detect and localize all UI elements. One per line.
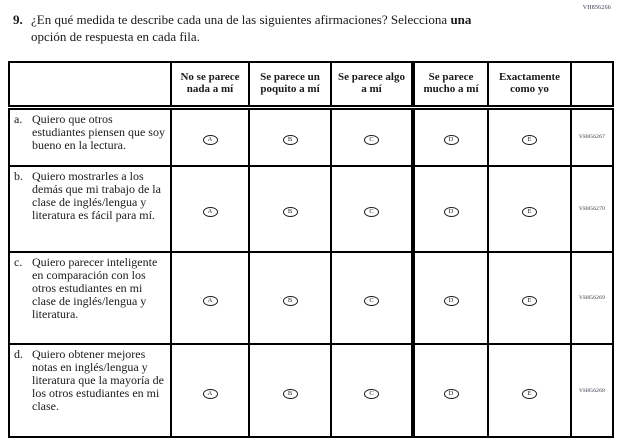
answer-bubble-a[interactable]: A <box>203 389 218 399</box>
option-cell <box>413 344 488 437</box>
option-cell <box>488 107 571 166</box>
answer-bubble-e[interactable]: E <box>522 296 537 306</box>
option-cell <box>331 252 413 344</box>
option-cell <box>249 252 331 344</box>
column-header-nada: No se parece nada a mí <box>171 62 249 107</box>
column-header-mucho: Se parece mucho a mí <box>413 62 488 107</box>
statement-cell <box>9 166 171 252</box>
statement-cell <box>9 252 171 344</box>
answer-bubble-b[interactable]: B <box>283 296 298 306</box>
item-code: VH856270 <box>571 166 613 252</box>
statement-text: Quiero parecer inteligente en comparación con los otros estudiantes en mi clase de inglés/lengua y literatura. <box>32 255 158 321</box>
statement-text: Quiero mostrarles a los demás que mi trabajo de la clase de inglés/lengua y literatura es fácil para mí. <box>32 169 161 222</box>
table-row <box>9 344 613 437</box>
question-block <box>13 11 576 45</box>
question-text-bold: una <box>450 12 472 27</box>
option-cell <box>488 344 571 437</box>
answer-bubble-b[interactable]: B <box>283 389 298 399</box>
item-code: VH856268 <box>571 344 613 437</box>
question-text-line2: opción de respuesta en cada fila. <box>31 29 200 44</box>
option-cell <box>171 107 249 166</box>
row-label: b. <box>14 169 23 183</box>
answer-bubble-c[interactable]: C <box>364 207 379 217</box>
form-accession-number: VH856266 <box>582 5 611 11</box>
answer-bubble-d[interactable]: D <box>444 389 459 399</box>
answer-bubble-d[interactable]: D <box>444 135 459 145</box>
header-empty-stub <box>9 62 171 107</box>
question-text-line1: ¿En qué medida te describe cada una de las siguientes afirmaciones? Selecciona <box>31 12 448 27</box>
question-text <box>31 11 576 45</box>
statement-cell <box>9 107 171 166</box>
option-cell <box>413 252 488 344</box>
option-cell <box>249 166 331 252</box>
statement-cell <box>9 344 171 437</box>
row-label: c. <box>14 255 23 269</box>
option-cell <box>488 252 571 344</box>
answer-bubble-d[interactable]: D <box>444 296 459 306</box>
statement-text: Quiero obtener mejores notas en inglés/lengua y literatura que la mayoría de los otros estudiantes en mi clase. <box>32 347 164 413</box>
answer-bubble-b[interactable]: B <box>283 135 298 145</box>
table-row <box>9 107 613 166</box>
option-cell <box>413 107 488 166</box>
item-code: VH856269 <box>571 252 613 344</box>
option-cell <box>249 107 331 166</box>
answer-bubble-d[interactable]: D <box>444 207 459 217</box>
option-cell <box>249 344 331 437</box>
row-label: a. <box>14 111 23 126</box>
question-number: 9. <box>13 12 23 27</box>
header-row <box>9 62 613 107</box>
answer-bubble-e[interactable]: E <box>522 135 537 145</box>
statement-text: Quiero que otros estudiantes piensen que soy bueno en la lectura. <box>32 111 165 152</box>
option-cell <box>171 344 249 437</box>
answer-bubble-c[interactable]: C <box>364 135 379 145</box>
option-cell <box>331 107 413 166</box>
option-cell <box>171 252 249 344</box>
item-code: VH856267 <box>571 107 613 166</box>
answer-bubble-a[interactable]: A <box>203 135 218 145</box>
answer-bubble-a[interactable]: A <box>203 296 218 306</box>
option-cell <box>331 344 413 437</box>
column-header-poquito: Se parece un poquito a mí <box>249 62 331 107</box>
answer-bubble-c[interactable]: C <box>364 296 379 306</box>
header-empty-code <box>571 62 613 107</box>
table-row <box>9 252 613 344</box>
option-cell <box>171 166 249 252</box>
answer-bubble-e[interactable]: E <box>522 207 537 217</box>
answer-bubble-a[interactable]: A <box>203 207 218 217</box>
column-header-algo: Se parece algo a mí <box>331 62 413 107</box>
answer-bubble-b[interactable]: B <box>283 207 298 217</box>
row-label: d. <box>14 347 23 361</box>
column-header-exactamente: Exactamente como yo <box>488 62 571 107</box>
response-matrix-table <box>8 61 614 438</box>
answer-bubble-e[interactable]: E <box>522 389 537 399</box>
option-cell <box>488 166 571 252</box>
option-cell <box>413 166 488 252</box>
table-row <box>9 166 613 252</box>
answer-bubble-c[interactable]: C <box>364 389 379 399</box>
option-cell <box>331 166 413 252</box>
